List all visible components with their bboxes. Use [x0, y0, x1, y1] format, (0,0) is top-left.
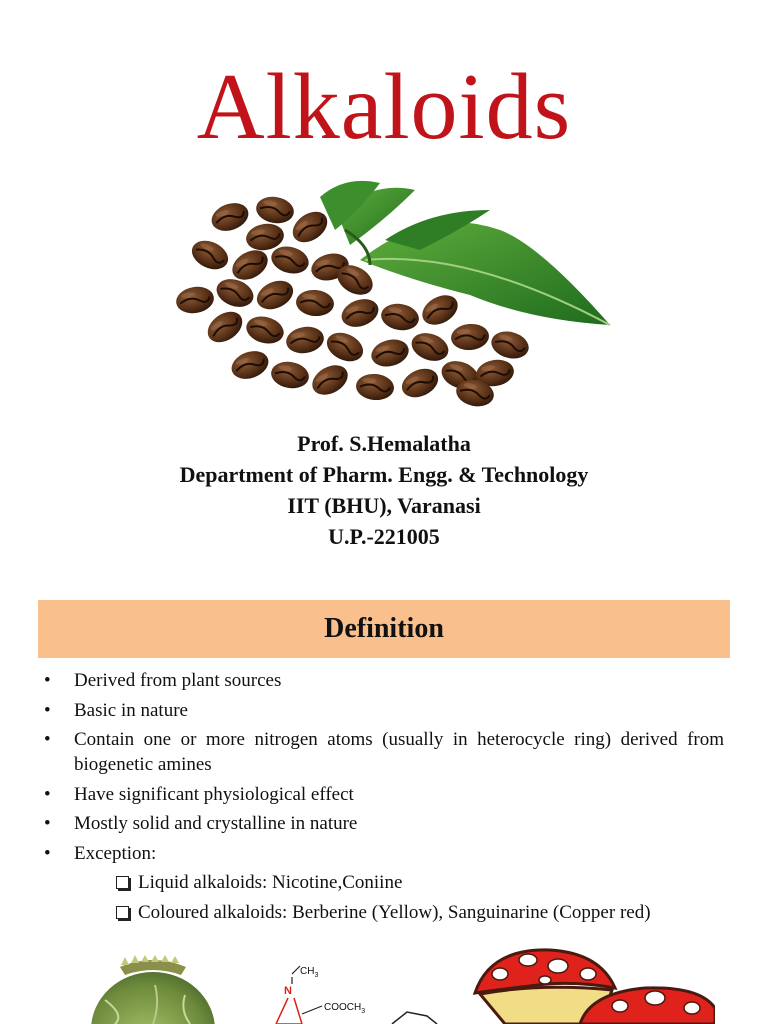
- list-item: • Exception:: [44, 842, 157, 864]
- bullet-dot-icon: •: [44, 699, 51, 721]
- author-department: Department of Pharm. Engg. & Technology: [179, 462, 589, 487]
- list-item: • Derived from plant sources: [44, 670, 282, 691]
- list-item: • Contain one or more nitrogen atoms (usually in heterocycle ring) derived from biogenetic amines: [44, 729, 724, 775]
- methyl-group-label: $CH_3$: [300, 966, 319, 979]
- poppy-capsule-image: [85, 955, 220, 1024]
- coffee-beans-image: [170, 175, 615, 415]
- chemical-structure-image: [262, 962, 442, 1024]
- bullet-dot-icon: •: [44, 813, 51, 834]
- definition-list: [44, 668, 724, 929]
- bullet-dot-icon: •: [44, 729, 51, 750]
- author-institute: IIT (BHU), Varanasi: [287, 493, 481, 518]
- mushroom-image: [470, 948, 715, 1024]
- author-block: [0, 428, 768, 552]
- bullet-dot-icon: •: [44, 670, 51, 691]
- bullet-dot-icon: •: [44, 783, 51, 805]
- bullet-dot-icon: •: [44, 842, 51, 864]
- list-item: • Have significant physiological effect: [44, 783, 354, 805]
- definition-header-band: [38, 600, 730, 658]
- author-name: Prof. S.Hemalatha: [297, 431, 471, 456]
- definition-heading: Definition: [324, 613, 444, 644]
- author-address: U.P.-221005: [328, 524, 440, 549]
- ester-group-label: $COOCH_3$: [324, 1002, 366, 1015]
- list-item: • Basic in nature: [44, 699, 188, 721]
- sub-list-item: Liquid alkaloids: Nicotine,Coniine: [116, 870, 724, 895]
- checkbox-square-icon: [116, 906, 129, 919]
- nitrogen-atom-label: N: [284, 985, 292, 997]
- list-item: • Mostly solid and crystalline in nature: [44, 813, 358, 834]
- checkbox-square-icon: [116, 876, 129, 889]
- slide-title: Alkaloids: [196, 55, 572, 159]
- sub-list-item: Coloured alkaloids: Berberine (Yellow), Sanguinarine (Copper red): [116, 900, 724, 925]
